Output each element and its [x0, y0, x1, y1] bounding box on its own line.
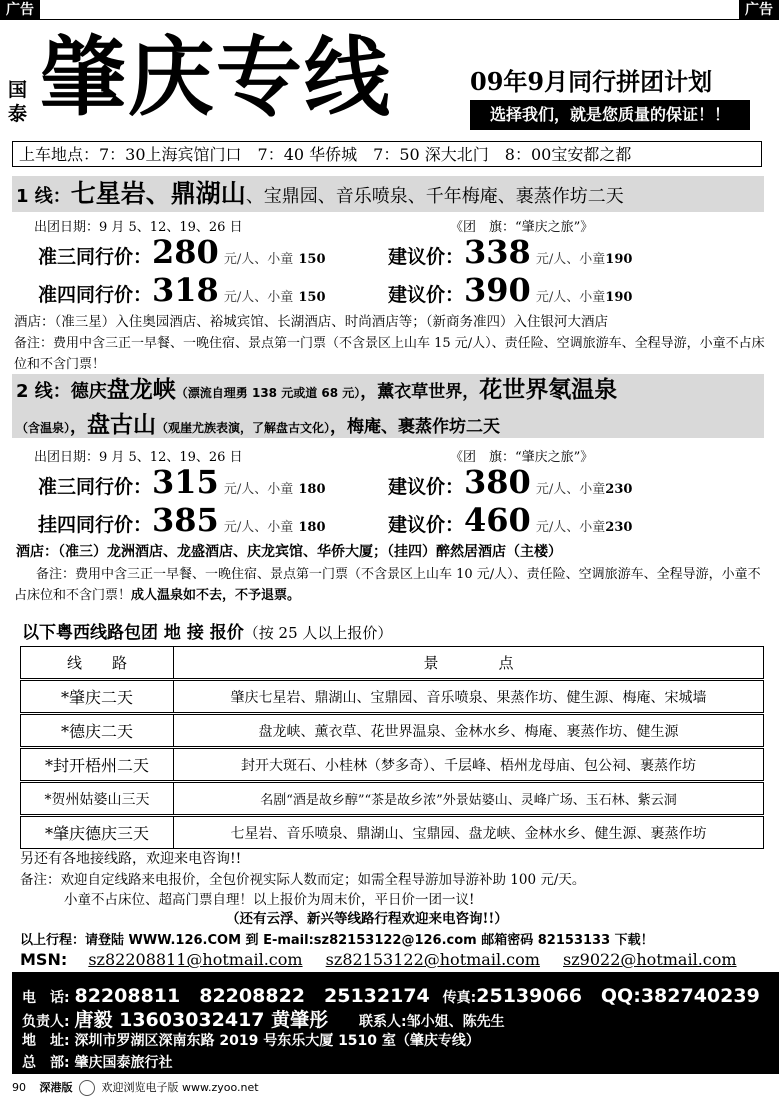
route-name: *贺州姑婆山三天 [21, 782, 174, 816]
line2-comma: ， [70, 417, 88, 437]
plan-title: 09年9月同行拼团计划 [470, 67, 713, 96]
price-unit: 元/人、小童 [223, 482, 294, 497]
contact-manager-row [22, 1005, 505, 1032]
route-spots: 盘龙峡、薰衣草、花世界温泉、金林水乡、梅庵、裹蒸作坊、健生源 [174, 714, 764, 748]
child-price: 150 [298, 252, 326, 267]
line1-header [12, 176, 764, 212]
remark-line-1: 备注：欢迎自定线路来电报价，全包价视实际人数而定；如需全程导游加导游补助 100 元/天。 [20, 872, 586, 888]
section-subtitle: （按 25 人以上报价） [243, 624, 393, 642]
table-row [21, 714, 764, 748]
suggest-value: 460 [464, 501, 531, 539]
routes-table [20, 646, 764, 849]
price-unit: 元/人、小童 [223, 520, 294, 535]
line1-price-row-2 [38, 272, 326, 316]
price-label: 挂四同行价： [38, 514, 153, 536]
hq-label: 总 部: [22, 1055, 70, 1071]
line1-hotel: 酒店：（准三星）入住奥园酒店、裕城宾馆、长湖酒店、时尚酒店等；（新商务准四）入住银河大酒店 [14, 314, 608, 330]
table-row [21, 782, 764, 816]
suggest-child: 190 [605, 252, 633, 267]
remark-line-2: 小童不占床位、超高门票自理！以上报价为周末价，平日价一团一议! [64, 892, 475, 908]
contact-value: 邹小姐、陈先生 [406, 1014, 505, 1030]
website-note: 欢迎浏览电子版 www.zyoo.net [101, 1081, 259, 1094]
line2-note-text: 备注：费用中含三正一早餐、一晚住宿、景点第一门票（不含景区上山车 10 元/人）、责任险、空调旅游车、全程导游，小童不占床位和不含门票！ [14, 567, 761, 603]
line2-header [12, 374, 764, 438]
manager-value: 唐毅 13603032417 黄肇彤 [74, 1009, 329, 1031]
slogan-banner: 选择我们，就是您质量的保证！！ [470, 100, 750, 130]
route-name: *德庆二天 [21, 714, 174, 748]
price-unit: 元/人、小童 [223, 252, 294, 267]
child-price: 150 [298, 290, 326, 305]
line2-departure: 出团日期：9 月 5、12、19、26 日 [34, 450, 243, 465]
suggest-value: 390 [464, 271, 531, 309]
ad-label-left: 广告 [0, 0, 40, 20]
line2-pangu-note: （观崖尤族表演，了解盘古文化） [156, 421, 331, 435]
line1-departure: 出团日期：9 月 5、12、19、26 日 [34, 220, 243, 235]
line1-spots-big: 七星岩、鼎湖山 [70, 179, 246, 208]
header-spots: 景 点 [174, 647, 764, 680]
pickup-locations: 上车地点：7：30上海宾馆门口 7：40 华侨城 7：50 深大北门 8：00宝安都之都 [12, 141, 762, 167]
line2-suggest-row-2 [388, 502, 632, 546]
route-name: *肇庆德庆三天 [21, 816, 174, 849]
suggest-unit: 元/人、小童 [535, 482, 606, 497]
price-label: 准三同行价： [38, 476, 153, 498]
suggest-child: 190 [605, 290, 633, 305]
ad-label-right: 广告 [739, 0, 779, 20]
msn-row [20, 950, 737, 969]
fax-label: 传真: [442, 990, 477, 1006]
line2-rafting-note: （漂流自理勇 138 元或道 68 元） [175, 386, 361, 400]
price-value: 315 [152, 463, 219, 501]
tel-numbers: 82208811 82208822 25132174 [74, 985, 430, 1007]
price-unit: 元/人、小童 [223, 290, 294, 305]
price-value: 280 [152, 233, 219, 271]
manager-label: 负责人: [22, 1014, 70, 1030]
line2-note-bold: 成人温泉如不去，不予退票。 [131, 588, 301, 603]
section-title-text: 以下粤西线路包团 地 接 报价 [22, 623, 244, 643]
suggest-unit: 元/人、小童 [535, 290, 606, 305]
line2-hotel: 酒店：（准三）龙洲酒店、龙盛酒店、庆龙宾馆、华侨大厦；（挂四）醉然居酒店（主楼） [16, 544, 562, 560]
tel-label: 电 话: [22, 990, 70, 1006]
line2-row-1 [16, 374, 764, 409]
address-label: 地 址: [22, 1033, 70, 1049]
page-title: 肇庆专线 [40, 28, 392, 128]
table-row [21, 748, 764, 782]
msn-link[interactable]: sz82208811@hotmail.com [88, 950, 303, 969]
route-spots: 肇庆七星岩、鼎湖山、宝鼎园、音乐喷泉、果蒸作坊、健生源、梅庵、宋城墙 [174, 680, 764, 714]
line2-note [14, 564, 766, 606]
page-number: 90 [12, 1081, 26, 1094]
route-spots: 名剧“酒是故乡醇”“茶是故乡浓”外景姑婆山、灵峰广场、玉石林、紫云洞 [174, 782, 764, 816]
download-instructions: 以上行程：请登陆 WWW.126.COM 到 E-mail:sz82153122@126.com 邮箱密码 82153133 下载！ [20, 933, 654, 948]
line1-suggest-row-2 [388, 272, 632, 316]
suggest-value: 338 [464, 233, 531, 271]
line1-note: 备注：费用中含三正一早餐、一晚住宿、景点第一门票（不含景区上山车 15 元/人）、责任险、空调旅游车、全程导游，小童不占床位和不含门票！ [14, 336, 765, 372]
contact-label: 联系人: [359, 1014, 407, 1030]
msn-link[interactable]: sz82153122@hotmail.com [325, 950, 540, 969]
brand-name: 国泰 [8, 79, 28, 125]
logo-icon [79, 1080, 95, 1096]
fax-number: 25139066 [476, 985, 583, 1007]
suggest-child: 230 [605, 482, 633, 497]
edition-label: 深港版 [39, 1081, 73, 1094]
line2-price-row-2 [38, 502, 326, 546]
line2-spot-panlongxia: 盘龙峡 [106, 377, 176, 403]
child-price: 180 [298, 482, 326, 497]
msn-link[interactable]: sz9022@hotmail.com [563, 950, 737, 969]
line1-prefix: 1 线： [16, 186, 71, 207]
suggest-label: 建议价： [388, 246, 465, 268]
contact-hq-row [22, 1052, 172, 1072]
line1-flag: 《团 旗：“肇庆之旅”》 [450, 220, 594, 235]
suggest-label: 建议价： [388, 476, 465, 498]
price-label: 准四同行价： [38, 284, 153, 306]
line1-spots-rest: 、宝鼎园、音乐喷泉、千年梅庵、裹蒸作坊二天 [245, 186, 624, 207]
qq-number: 382740239 [640, 985, 760, 1007]
line2-spot-pangushan: 盘古山 [87, 412, 157, 438]
suggest-value: 380 [464, 463, 531, 501]
qq-label: QQ: [600, 985, 641, 1007]
suggest-unit: 元/人、小童 [535, 520, 606, 535]
suggest-label: 建议价： [388, 284, 465, 306]
contact-address-row [22, 1030, 480, 1050]
section-title [22, 618, 392, 643]
other-routes-note: 另还有各地接线路，欢迎来电咨询!! [20, 851, 242, 867]
header-route: 线 路 [21, 647, 174, 680]
line2-flag: 《团 旗：“肇庆之旅”》 [450, 450, 594, 465]
top-divider [0, 19, 779, 20]
suggest-label: 建议价： [388, 514, 465, 536]
line2-spot-rest: ，梅庵、裹蒸作坊二天 [330, 417, 501, 437]
price-value: 318 [152, 271, 219, 309]
line2-hotspring-note: （含温泉） [16, 421, 71, 435]
table-row [21, 680, 764, 714]
route-spots: 七星岩、音乐喷泉、鼎湖山、宝鼎园、盘龙峡、金林水乡、健生源、裹蒸作坊 [174, 816, 764, 849]
hq-value: 肇庆国泰旅行社 [74, 1055, 173, 1071]
more-routes-note: （还有云浮、新兴等线路行程欢迎来电咨询!!） [226, 911, 508, 927]
msn-label: MSN: [20, 950, 68, 969]
line2-prefix: 2 线：德庆 [16, 381, 107, 402]
table-header-row [21, 647, 764, 680]
contact-block [12, 972, 779, 1074]
line2-row-2 [16, 409, 764, 444]
suggest-unit: 元/人、小童 [535, 252, 606, 267]
line2-spot-hotspring: 花世界氡温泉 [479, 377, 618, 403]
address-value: 深圳市罗湖区深南东路 2019 号东乐大厦 1510 室（肇庆专线） [74, 1033, 480, 1049]
suggest-child: 230 [605, 520, 633, 535]
route-spots: 封开大斑石、小桂林（梦多奇）、千层峰、梧州龙母庙、包公祠、裹蒸作坊 [174, 748, 764, 782]
child-price: 180 [298, 520, 326, 535]
route-name: *肇庆二天 [21, 680, 174, 714]
line2-spot-lavender: ，薰衣草世界， [360, 382, 480, 402]
page-footer [12, 1079, 259, 1096]
contact-phone-row [22, 981, 760, 1008]
route-name: *封开梧州二天 [21, 748, 174, 782]
price-label: 准三同行价： [38, 246, 153, 268]
table-row [21, 816, 764, 849]
price-value: 385 [152, 501, 219, 539]
